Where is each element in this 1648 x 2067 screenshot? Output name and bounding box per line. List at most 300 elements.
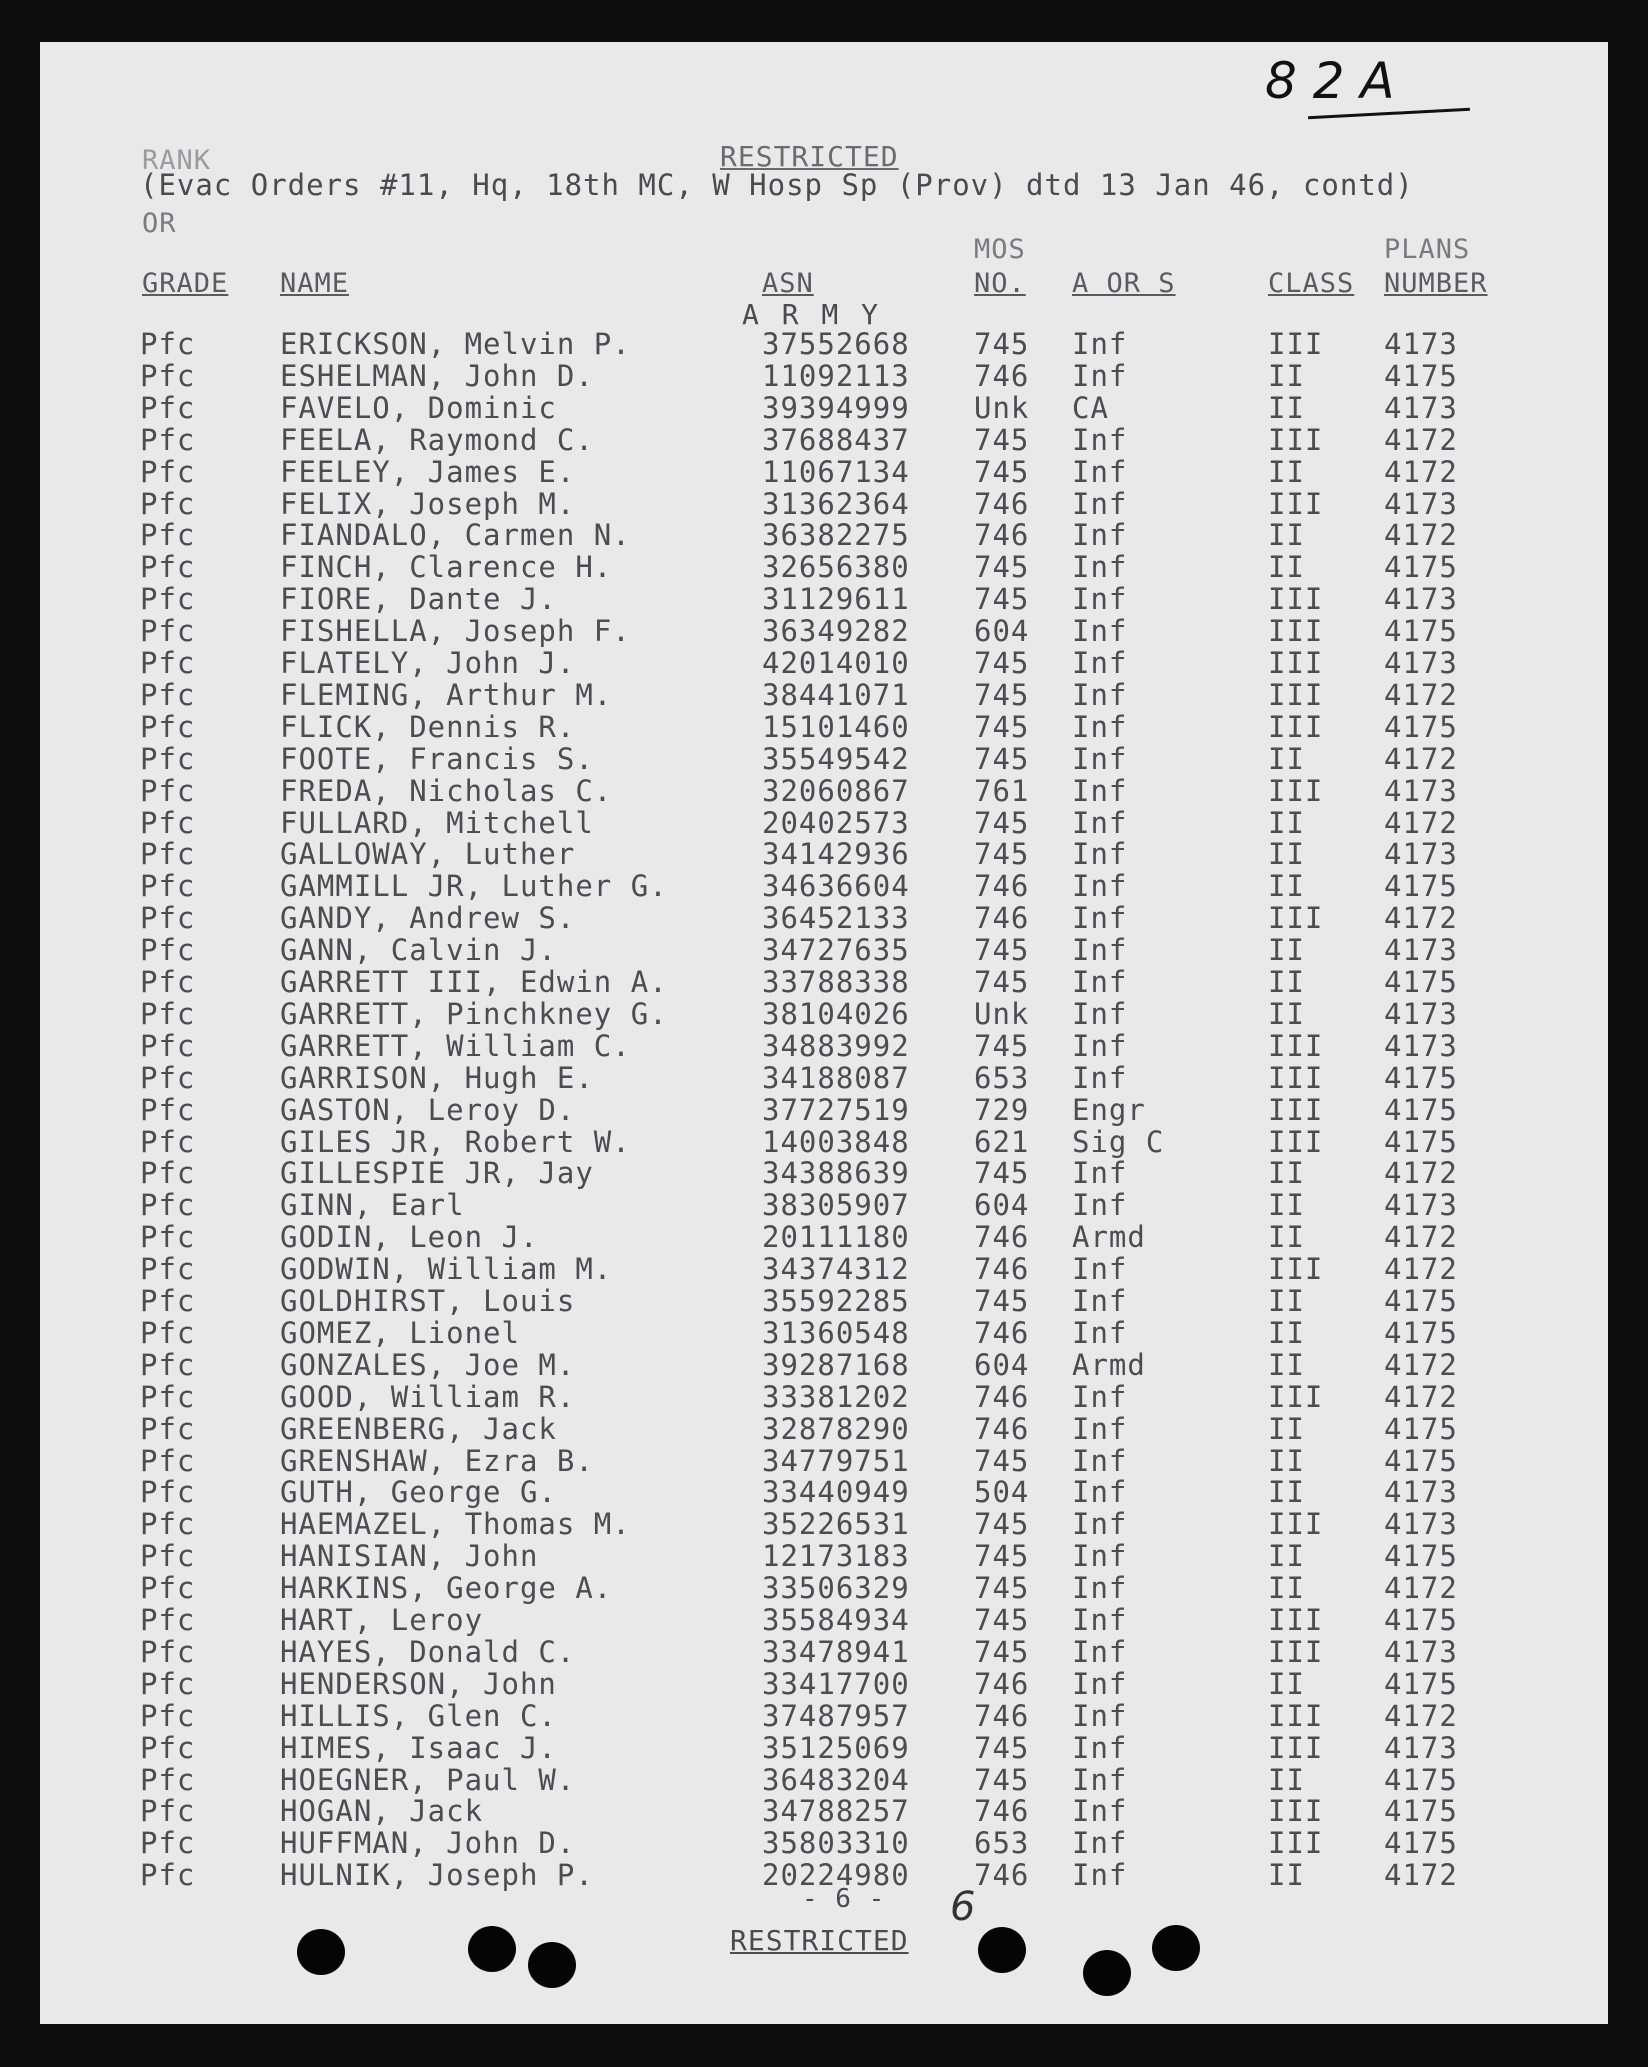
cell-asn: 37688437 bbox=[762, 422, 910, 457]
cell-mos-no: 745 bbox=[974, 327, 1030, 361]
cell-grade: Pfc bbox=[140, 646, 196, 680]
cell-plans-number: 4175 bbox=[1384, 550, 1458, 585]
cell-arm-or-service: Inf bbox=[1072, 741, 1128, 776]
cell-asn: 33788338 bbox=[762, 965, 910, 999]
cell-name: FIORE, Dante J. bbox=[280, 582, 557, 617]
cell-mos-no: 745 bbox=[974, 933, 1030, 968]
cell-mos-no: 745 bbox=[974, 646, 1030, 680]
cell-asn: 38305907 bbox=[762, 1188, 910, 1223]
cell-plans-number: 4172 bbox=[1384, 454, 1458, 489]
cell-name: HENDERSON, John bbox=[280, 1666, 557, 1701]
cell-asn: 31362364 bbox=[762, 486, 910, 521]
cell-mos-no: 746 bbox=[974, 518, 1030, 553]
cell-mos-no: 761 bbox=[974, 773, 1030, 808]
cell-plans-number: 4175 bbox=[1384, 1124, 1458, 1159]
punch-hole bbox=[468, 1926, 516, 1972]
cell-plans-number: 4172 bbox=[1384, 1347, 1458, 1382]
cell-plans-number: 4175 bbox=[1384, 1794, 1458, 1829]
cell-class: II bbox=[1268, 869, 1305, 904]
cell-name: FEELEY, James E. bbox=[280, 454, 576, 489]
cell-grade: Pfc bbox=[140, 1124, 196, 1159]
table-row bbox=[0, 710, 1648, 742]
cell-asn: 31360548 bbox=[762, 1315, 910, 1350]
cell-arm-or-service: Inf bbox=[1072, 1858, 1128, 1893]
table-row bbox=[0, 1507, 1648, 1542]
cell-mos-no: 745 bbox=[974, 1762, 1030, 1797]
cell-mos-no: 604 bbox=[974, 1347, 1030, 1382]
cell-plans-number: 4175 bbox=[1384, 869, 1458, 904]
cell-arm-or-service: Inf bbox=[1072, 1634, 1128, 1669]
cell-plans-number: 4175 bbox=[1384, 1539, 1458, 1574]
cell-mos-no: 729 bbox=[974, 1092, 1030, 1127]
cell-name: GANDY, Andrew S. bbox=[280, 901, 576, 936]
cell-arm-or-service: Engr bbox=[1072, 1092, 1146, 1127]
cell-asn: 38104026 bbox=[762, 996, 910, 1031]
cell-arm-or-service: Inf bbox=[1072, 965, 1128, 999]
cell-name: GOOD, William R. bbox=[280, 1379, 576, 1414]
table-row bbox=[0, 678, 1648, 710]
cell-plans-number: 4173 bbox=[1384, 1475, 1458, 1510]
table-row bbox=[0, 1444, 1648, 1476]
cell-mos-no: 745 bbox=[974, 422, 1030, 457]
cell-asn: 33478941 bbox=[762, 1634, 910, 1669]
table-row bbox=[0, 1252, 1648, 1287]
cell-plans-number: 4172 bbox=[1384, 805, 1458, 840]
cell-grade: Pfc bbox=[140, 1188, 196, 1223]
punch-hole bbox=[1083, 1950, 1131, 1996]
cell-arm-or-service: Inf bbox=[1072, 1539, 1128, 1574]
cell-mos-no: 746 bbox=[974, 1252, 1030, 1287]
cell-plans-number: 4172 bbox=[1384, 1858, 1458, 1893]
cell-arm-or-service: Inf bbox=[1072, 1698, 1128, 1733]
header-mos-no: NO. bbox=[974, 268, 1026, 299]
cell-class: III bbox=[1268, 1060, 1324, 1095]
cell-plans-number: 4175 bbox=[1384, 1060, 1458, 1095]
cell-name: GARRETT III, Edwin A. bbox=[280, 965, 668, 999]
cell-name: GINN, Earl bbox=[280, 1188, 465, 1223]
cell-class: III bbox=[1268, 422, 1324, 457]
cell-asn: 34388639 bbox=[762, 1156, 910, 1191]
table-row bbox=[0, 1731, 1648, 1763]
table-row bbox=[0, 774, 1648, 806]
cell-name: GARRETT, Pinchkney G. bbox=[280, 996, 668, 1031]
cell-name: HUFFMAN, John D. bbox=[280, 1826, 576, 1861]
cell-name: FINCH, Clarence H. bbox=[280, 550, 613, 585]
cell-grade: Pfc bbox=[140, 805, 196, 840]
cell-arm-or-service: Inf bbox=[1072, 1443, 1128, 1478]
cell-name: GANN, Calvin J. bbox=[280, 933, 557, 968]
cell-mos-no: 745 bbox=[974, 1284, 1030, 1318]
cell-arm-or-service: Inf bbox=[1072, 1507, 1128, 1542]
cell-plans-number: 4173 bbox=[1384, 1188, 1458, 1223]
cell-asn: 14003848 bbox=[762, 1124, 910, 1159]
cell-arm-or-service: Inf bbox=[1072, 327, 1128, 361]
table-row bbox=[0, 1635, 1648, 1667]
cell-plans-number: 4175 bbox=[1384, 1443, 1458, 1478]
cell-class: II bbox=[1268, 454, 1305, 489]
cell-grade: Pfc bbox=[140, 1411, 196, 1446]
cell-name: FELIX, Joseph M. bbox=[280, 486, 576, 521]
table-row bbox=[0, 1667, 1648, 1699]
cell-grade: Pfc bbox=[140, 327, 196, 361]
cell-name: GODWIN, William M. bbox=[280, 1252, 613, 1287]
table-row bbox=[0, 1571, 1648, 1606]
cell-grade: Pfc bbox=[140, 996, 196, 1031]
cell-grade: Pfc bbox=[140, 422, 196, 457]
cell-class: III bbox=[1268, 327, 1324, 361]
cell-plans-number: 4175 bbox=[1384, 1603, 1458, 1637]
cell-arm-or-service: Inf bbox=[1072, 1475, 1128, 1510]
cell-plans-number: 4172 bbox=[1384, 677, 1458, 712]
cell-plans-number: 4175 bbox=[1384, 1092, 1458, 1127]
table-row bbox=[0, 1475, 1648, 1510]
cell-name: FIANDALO, Carmen N. bbox=[280, 518, 631, 553]
header-mos: MOS bbox=[974, 234, 1026, 265]
classification-top: RESTRICTED bbox=[720, 140, 899, 173]
table-row bbox=[0, 487, 1648, 519]
cell-plans-number: 4173 bbox=[1384, 837, 1458, 872]
cell-class: III bbox=[1268, 1794, 1324, 1829]
table-row bbox=[0, 1316, 1648, 1348]
cell-asn: 36452133 bbox=[762, 901, 910, 936]
cell-name: HAYES, Donald C. bbox=[280, 1634, 576, 1669]
cell-arm-or-service: Inf bbox=[1072, 358, 1128, 393]
cell-grade: Pfc bbox=[140, 1858, 196, 1893]
cell-mos-no: 745 bbox=[974, 1634, 1030, 1669]
cell-name: HAEMAZEL, Thomas M. bbox=[280, 1507, 631, 1542]
cell-class: II bbox=[1268, 1475, 1305, 1510]
cell-mos-no: 745 bbox=[974, 1028, 1030, 1063]
cell-plans-number: 4173 bbox=[1384, 646, 1458, 680]
cell-class: II bbox=[1268, 1571, 1305, 1606]
cell-asn: 34636604 bbox=[762, 869, 910, 904]
cell-class: III bbox=[1268, 646, 1324, 680]
cell-grade: Pfc bbox=[140, 1347, 196, 1382]
cell-arm-or-service: Inf bbox=[1072, 901, 1128, 936]
cell-class: III bbox=[1268, 1698, 1324, 1733]
cell-grade: Pfc bbox=[140, 1443, 196, 1478]
cell-grade: Pfc bbox=[140, 933, 196, 968]
cell-name: GASTON, Leroy D. bbox=[280, 1092, 576, 1127]
cell-name: GARRISON, Hugh E. bbox=[280, 1060, 594, 1095]
cell-name: FISHELLA, Joseph F. bbox=[280, 614, 631, 649]
cell-grade: Pfc bbox=[140, 1603, 196, 1637]
cell-asn: 20402573 bbox=[762, 805, 910, 840]
cell-mos-no: 604 bbox=[974, 614, 1030, 649]
header-arm-or-service: A OR S bbox=[1072, 268, 1176, 299]
punch-hole bbox=[297, 1929, 345, 1975]
cell-class: II bbox=[1268, 1411, 1305, 1446]
cell-name: FAVELO, Dominic bbox=[280, 390, 557, 425]
cell-mos-no: 745 bbox=[974, 1730, 1030, 1765]
cell-plans-number: 4173 bbox=[1384, 773, 1458, 808]
cell-grade: Pfc bbox=[140, 1730, 196, 1765]
cell-mos-no: 653 bbox=[974, 1060, 1030, 1095]
cell-grade: Pfc bbox=[140, 773, 196, 808]
cell-grade: Pfc bbox=[140, 390, 196, 425]
cell-asn: 11067134 bbox=[762, 454, 910, 489]
table-row bbox=[0, 1125, 1648, 1157]
cell-plans-number: 4172 bbox=[1384, 1379, 1458, 1414]
cell-arm-or-service: Inf bbox=[1072, 486, 1128, 521]
cell-asn: 36349282 bbox=[762, 614, 910, 649]
table-row bbox=[0, 997, 1648, 1029]
table-row bbox=[0, 901, 1648, 936]
punch-hole bbox=[1152, 1925, 1200, 1971]
cell-name: HOGAN, Jack bbox=[280, 1794, 484, 1829]
cell-arm-or-service: Inf bbox=[1072, 1379, 1128, 1414]
cell-mos-no: Unk bbox=[974, 996, 1030, 1031]
cell-class: III bbox=[1268, 1634, 1324, 1669]
cell-arm-or-service: Inf bbox=[1072, 1156, 1128, 1191]
cell-name: HIMES, Isaac J. bbox=[280, 1730, 557, 1765]
cell-arm-or-service: Inf bbox=[1072, 1730, 1128, 1765]
table-row bbox=[0, 1348, 1648, 1380]
cell-class: II bbox=[1268, 805, 1305, 840]
handwritten-page-number: 8 2 A bbox=[1265, 52, 1395, 110]
table-row bbox=[0, 965, 1648, 997]
cell-class: II bbox=[1268, 1666, 1305, 1701]
cell-asn: 34883992 bbox=[762, 1028, 910, 1063]
cell-asn: 12173183 bbox=[762, 1539, 910, 1574]
table-row bbox=[0, 933, 1648, 968]
cell-arm-or-service: Inf bbox=[1072, 805, 1128, 840]
cell-class: II bbox=[1268, 1284, 1305, 1318]
cell-mos-no: 746 bbox=[974, 869, 1030, 904]
cell-mos-no: 745 bbox=[974, 741, 1030, 776]
cell-name: FLEMING, Arthur M. bbox=[280, 677, 613, 712]
cell-grade: Pfc bbox=[140, 1634, 196, 1669]
cell-name: GUTH, George G. bbox=[280, 1475, 557, 1510]
cell-asn: 37727519 bbox=[762, 1092, 910, 1127]
cell-mos-no: 746 bbox=[974, 1858, 1030, 1893]
table-row bbox=[0, 455, 1648, 487]
cell-asn: 35125069 bbox=[762, 1730, 910, 1765]
table-row bbox=[0, 1284, 1648, 1316]
cell-grade: Pfc bbox=[140, 1507, 196, 1542]
cell-arm-or-service: Inf bbox=[1072, 837, 1128, 872]
cell-plans-number: 4172 bbox=[1384, 1698, 1458, 1733]
cell-asn: 37487957 bbox=[762, 1698, 910, 1733]
cell-name: HILLIS, Glen C. bbox=[280, 1698, 557, 1733]
cell-class: II bbox=[1268, 1762, 1305, 1797]
cell-grade: Pfc bbox=[140, 1315, 196, 1350]
cell-class: III bbox=[1268, 582, 1324, 617]
cell-asn: 35592285 bbox=[762, 1284, 910, 1318]
cell-class: II bbox=[1268, 358, 1305, 393]
cell-arm-or-service: Inf bbox=[1072, 1666, 1128, 1701]
cell-class: III bbox=[1268, 1730, 1324, 1765]
table-row bbox=[0, 391, 1648, 423]
cell-arm-or-service: Inf bbox=[1072, 1188, 1128, 1223]
cell-asn: 35584934 bbox=[762, 1603, 910, 1637]
cell-mos-no: 745 bbox=[974, 805, 1030, 840]
table-row bbox=[0, 359, 1648, 391]
cell-plans-number: 4175 bbox=[1384, 358, 1458, 393]
table-row bbox=[0, 327, 1648, 359]
cell-mos-no: 604 bbox=[974, 1188, 1030, 1223]
cell-name: GRENSHAW, Ezra B. bbox=[280, 1443, 594, 1478]
cell-arm-or-service: Inf bbox=[1072, 1762, 1128, 1797]
cell-plans-number: 4172 bbox=[1384, 741, 1458, 776]
table-row bbox=[0, 1029, 1648, 1061]
cell-asn: 33506329 bbox=[762, 1571, 910, 1606]
cell-arm-or-service: Inf bbox=[1072, 582, 1128, 617]
cell-mos-no: 745 bbox=[974, 1507, 1030, 1542]
cell-class: II bbox=[1268, 1858, 1305, 1893]
cell-plans-number: 4175 bbox=[1384, 1315, 1458, 1350]
cell-mos-no: Unk bbox=[974, 390, 1030, 425]
cell-asn: 34374312 bbox=[762, 1252, 910, 1287]
cell-asn: 20111180 bbox=[762, 1220, 910, 1255]
cell-class: III bbox=[1268, 709, 1324, 744]
table-row bbox=[0, 1156, 1648, 1191]
table-row bbox=[0, 550, 1648, 585]
cell-class: II bbox=[1268, 965, 1305, 999]
table-row bbox=[0, 646, 1648, 678]
cell-name: FOOTE, Francis S. bbox=[280, 741, 594, 776]
table-row bbox=[0, 1093, 1648, 1125]
cell-arm-or-service: Inf bbox=[1072, 614, 1128, 649]
cell-mos-no: 745 bbox=[974, 1571, 1030, 1606]
cell-asn: 34779751 bbox=[762, 1443, 910, 1478]
cell-class: III bbox=[1268, 486, 1324, 521]
cell-mos-no: 746 bbox=[974, 1411, 1030, 1446]
cell-asn: 42014010 bbox=[762, 646, 910, 680]
punch-hole bbox=[978, 1927, 1026, 1973]
cell-grade: Pfc bbox=[140, 582, 196, 617]
cell-mos-no: 746 bbox=[974, 1220, 1030, 1255]
table-row bbox=[0, 1603, 1648, 1635]
cell-grade: Pfc bbox=[140, 1220, 196, 1255]
cell-asn: 34142936 bbox=[762, 837, 910, 872]
cell-arm-or-service: Inf bbox=[1072, 996, 1128, 1031]
cell-name: HULNIK, Joseph P. bbox=[280, 1858, 594, 1893]
cell-grade: Pfc bbox=[140, 1794, 196, 1829]
cell-plans-number: 4172 bbox=[1384, 901, 1458, 936]
cell-mos-no: 745 bbox=[974, 837, 1030, 872]
header-plans-number: NUMBER bbox=[1384, 268, 1488, 299]
table-row bbox=[0, 423, 1648, 455]
cell-name: FREDA, Nicholas C. bbox=[280, 773, 613, 808]
cell-name: HANISIAN, John bbox=[280, 1539, 539, 1574]
cell-class: III bbox=[1268, 1092, 1324, 1127]
cell-class: III bbox=[1268, 1124, 1324, 1159]
cell-plans-number: 4175 bbox=[1384, 965, 1458, 999]
cell-class: III bbox=[1268, 1252, 1324, 1287]
cell-arm-or-service: Armd bbox=[1072, 1347, 1146, 1382]
cell-plans-number: 4173 bbox=[1384, 1634, 1458, 1669]
cell-plans-number: 4173 bbox=[1384, 933, 1458, 968]
cell-asn: 31129611 bbox=[762, 582, 910, 617]
cell-arm-or-service: Inf bbox=[1072, 677, 1128, 712]
table-row bbox=[0, 1763, 1648, 1795]
header-or: OR bbox=[142, 208, 177, 239]
cell-mos-no: 746 bbox=[974, 1666, 1030, 1701]
cell-arm-or-service: Inf bbox=[1072, 1826, 1128, 1861]
cell-grade: Pfc bbox=[140, 1762, 196, 1797]
cell-name: GILES JR, Robert W. bbox=[280, 1124, 631, 1159]
cell-grade: Pfc bbox=[140, 1571, 196, 1606]
cell-mos-no: 745 bbox=[974, 550, 1030, 585]
cell-plans-number: 4173 bbox=[1384, 1730, 1458, 1765]
cell-mos-no: 653 bbox=[974, 1826, 1030, 1861]
handwritten-page-mark: 6 bbox=[950, 1884, 976, 1930]
cell-mos-no: 745 bbox=[974, 677, 1030, 712]
cell-mos-no: 504 bbox=[974, 1475, 1030, 1510]
cell-name: ESHELMAN, John D. bbox=[280, 358, 594, 393]
branch-label: A R M Y bbox=[742, 298, 882, 331]
cell-grade: Pfc bbox=[140, 1060, 196, 1095]
cell-grade: Pfc bbox=[140, 1028, 196, 1063]
cell-plans-number: 4172 bbox=[1384, 1571, 1458, 1606]
cell-plans-number: 4175 bbox=[1384, 1666, 1458, 1701]
cell-arm-or-service: Inf bbox=[1072, 1411, 1128, 1446]
cell-grade: Pfc bbox=[140, 614, 196, 649]
cell-name: GOMEZ, Lionel bbox=[280, 1315, 520, 1350]
table-row bbox=[0, 806, 1648, 838]
cell-plans-number: 4175 bbox=[1384, 1284, 1458, 1318]
cell-class: III bbox=[1268, 1826, 1324, 1861]
cell-plans-number: 4172 bbox=[1384, 518, 1458, 553]
cell-grade: Pfc bbox=[140, 1826, 196, 1861]
cell-grade: Pfc bbox=[140, 1698, 196, 1733]
cell-class: III bbox=[1268, 1379, 1324, 1414]
table-row bbox=[0, 869, 1648, 904]
cell-class: III bbox=[1268, 901, 1324, 936]
cell-mos-no: 746 bbox=[974, 1379, 1030, 1414]
cell-mos-no: 746 bbox=[974, 358, 1030, 393]
header-name: NAME bbox=[280, 268, 350, 299]
cell-asn: 35803310 bbox=[762, 1826, 910, 1861]
cell-class: II bbox=[1268, 1347, 1305, 1382]
cell-class: II bbox=[1268, 1315, 1305, 1350]
table-row bbox=[0, 1061, 1648, 1093]
cell-mos-no: 746 bbox=[974, 1315, 1030, 1350]
cell-name: HARKINS, George A. bbox=[280, 1571, 613, 1606]
cell-grade: Pfc bbox=[140, 677, 196, 712]
cell-grade: Pfc bbox=[140, 837, 196, 872]
cell-arm-or-service: Inf bbox=[1072, 1060, 1128, 1095]
cell-name: HOEGNER, Paul W. bbox=[280, 1762, 576, 1797]
cell-class: II bbox=[1268, 390, 1305, 425]
cell-asn: 32656380 bbox=[762, 550, 910, 585]
cell-arm-or-service: Armd bbox=[1072, 1220, 1146, 1255]
cell-asn: 34788257 bbox=[762, 1794, 910, 1829]
cell-name: GALLOWAY, Luther bbox=[280, 837, 576, 872]
cell-arm-or-service: Inf bbox=[1072, 646, 1128, 680]
table-row bbox=[0, 837, 1648, 872]
cell-arm-or-service: Inf bbox=[1072, 518, 1128, 553]
table-row bbox=[0, 1699, 1648, 1731]
cell-grade: Pfc bbox=[140, 869, 196, 904]
cell-asn: 33381202 bbox=[762, 1379, 910, 1414]
header-class: CLASS bbox=[1268, 268, 1355, 299]
cell-mos-no: 621 bbox=[974, 1124, 1030, 1159]
cell-grade: Pfc bbox=[140, 709, 196, 744]
cell-name: GAMMILL JR, Luther G. bbox=[280, 869, 668, 904]
cell-asn: 36382275 bbox=[762, 518, 910, 553]
cell-grade: Pfc bbox=[140, 1092, 196, 1127]
cell-grade: Pfc bbox=[140, 1156, 196, 1191]
cell-grade: Pfc bbox=[140, 358, 196, 393]
cell-name: HART, Leroy bbox=[280, 1603, 484, 1637]
cell-plans-number: 4172 bbox=[1384, 1252, 1458, 1287]
cell-grade: Pfc bbox=[140, 518, 196, 553]
cell-class: III bbox=[1268, 614, 1324, 649]
table-row bbox=[0, 1539, 1648, 1574]
cell-arm-or-service: Sig C bbox=[1072, 1124, 1165, 1159]
